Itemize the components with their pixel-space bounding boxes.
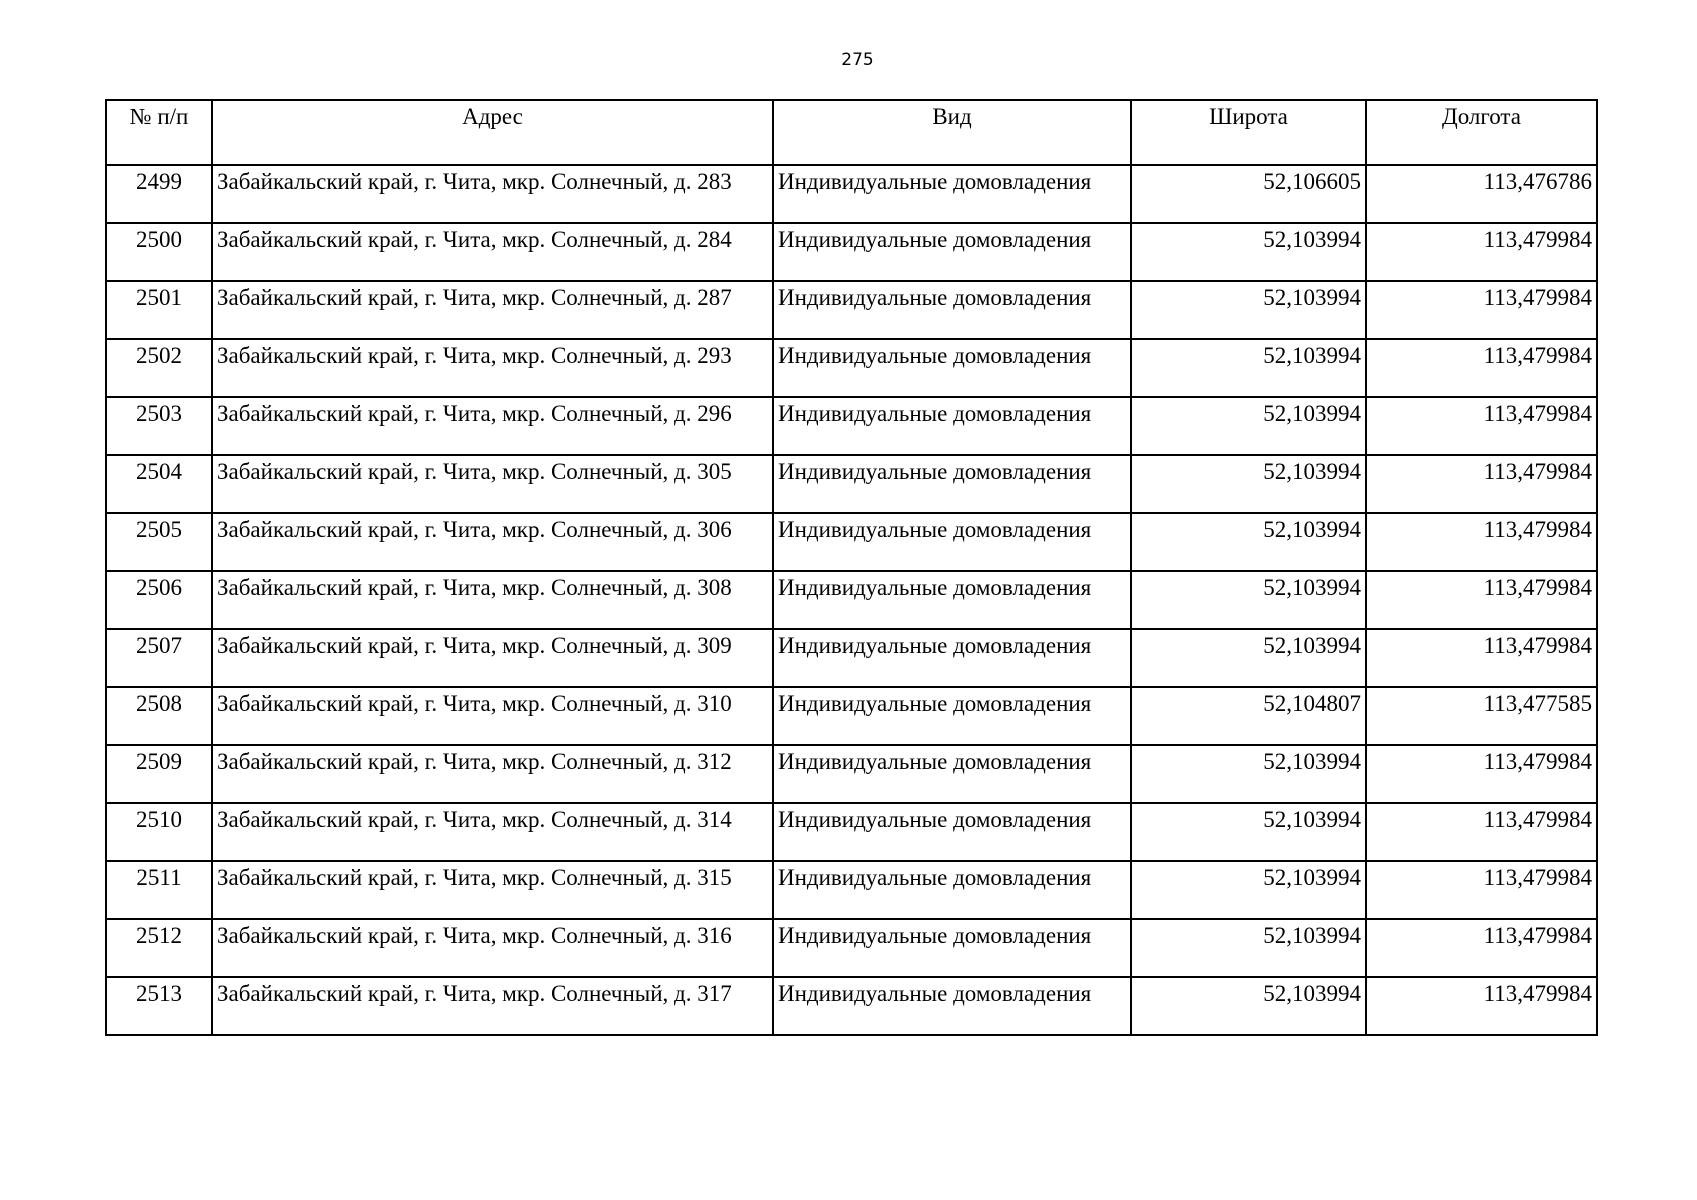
- cell-longitude: 113,476786: [1366, 165, 1597, 223]
- header-longitude: Долгота: [1366, 100, 1597, 165]
- cell-kind: Индивидуальные домовладения: [773, 339, 1131, 397]
- cell-address: Забайкальский край, г. Чита, мкр. Солнечный, д. 316: [212, 919, 773, 977]
- table-row: [106, 803, 1597, 861]
- table-row: [106, 861, 1597, 919]
- cell-address: Забайкальский край, г. Чита, мкр. Солнечный, д. 308: [212, 571, 773, 629]
- cell-address: Забайкальский край, г. Чита, мкр. Солнечный, д. 312: [212, 745, 773, 803]
- cell-kind: Индивидуальные домовладения: [773, 455, 1131, 513]
- cell-num: 2508: [106, 687, 212, 745]
- cell-latitude: 52,104807: [1131, 687, 1366, 745]
- cell-num: 2510: [106, 803, 212, 861]
- table-row: [106, 687, 1597, 745]
- cell-num: 2500: [106, 223, 212, 281]
- table-row: [106, 977, 1597, 1035]
- cell-num: 2502: [106, 339, 212, 397]
- cell-longitude: 113,477585: [1366, 687, 1597, 745]
- header-row: [106, 100, 1597, 165]
- cell-latitude: 52,103994: [1131, 629, 1366, 687]
- cell-kind: Индивидуальные домовладения: [773, 223, 1131, 281]
- cell-kind: Индивидуальные домовладения: [773, 571, 1131, 629]
- cell-longitude: 113,479984: [1366, 513, 1597, 571]
- cell-kind: Индивидуальные домовладения: [773, 397, 1131, 455]
- page-number: 275: [841, 50, 874, 70]
- cell-num: 2512: [106, 919, 212, 977]
- cell-latitude: 52,103994: [1131, 919, 1366, 977]
- table-row: [106, 223, 1597, 281]
- cell-address: Забайкальский край, г. Чита, мкр. Солнечный, д. 306: [212, 513, 773, 571]
- cell-kind: Индивидуальные домовладения: [773, 281, 1131, 339]
- cell-longitude: 113,479984: [1366, 455, 1597, 513]
- cell-kind: Индивидуальные домовладения: [773, 513, 1131, 571]
- cell-address: Забайкальский край, г. Чита, мкр. Солнечный, д. 309: [212, 629, 773, 687]
- cell-latitude: 52,103994: [1131, 513, 1366, 571]
- cell-latitude: 52,103994: [1131, 397, 1366, 455]
- cell-num: 2505: [106, 513, 212, 571]
- cell-latitude: 52,103994: [1131, 861, 1366, 919]
- cell-latitude: 52,103994: [1131, 571, 1366, 629]
- cell-address: Забайкальский край, г. Чита, мкр. Солнечный, д. 284: [212, 223, 773, 281]
- cell-address: Забайкальский край, г. Чита, мкр. Солнечный, д. 317: [212, 977, 773, 1035]
- cell-longitude: 113,479984: [1366, 861, 1597, 919]
- cell-longitude: 113,479984: [1366, 977, 1597, 1035]
- cell-longitude: 113,479984: [1366, 339, 1597, 397]
- cell-longitude: 113,479984: [1366, 745, 1597, 803]
- cell-num: 2513: [106, 977, 212, 1035]
- cell-address: Забайкальский край, г. Чита, мкр. Солнечный, д. 305: [212, 455, 773, 513]
- cell-latitude: 52,103994: [1131, 281, 1366, 339]
- table-row: [106, 397, 1597, 455]
- cell-kind: Индивидуальные домовладения: [773, 687, 1131, 745]
- cell-address: Забайкальский край, г. Чита, мкр. Солнечный, д. 314: [212, 803, 773, 861]
- cell-kind: Индивидуальные домовладения: [773, 861, 1131, 919]
- cell-num: 2504: [106, 455, 212, 513]
- table-row: [106, 745, 1597, 803]
- cell-longitude: 113,479984: [1366, 571, 1597, 629]
- table-row: [106, 571, 1597, 629]
- cell-address: Забайкальский край, г. Чита, мкр. Солнечный, д. 293: [212, 339, 773, 397]
- cell-kind: Индивидуальные домовладения: [773, 629, 1131, 687]
- table-row: [106, 165, 1597, 223]
- header-num: № п/п: [106, 100, 212, 165]
- cell-latitude: 52,103994: [1131, 745, 1366, 803]
- header-latitude: Широта: [1131, 100, 1366, 165]
- table-row: [106, 455, 1597, 513]
- table-row: [106, 629, 1597, 687]
- cell-num: 2506: [106, 571, 212, 629]
- cell-longitude: 113,479984: [1366, 803, 1597, 861]
- cell-num: 2503: [106, 397, 212, 455]
- cell-longitude: 113,479984: [1366, 397, 1597, 455]
- cell-kind: Индивидуальные домовладения: [773, 165, 1131, 223]
- cell-latitude: 52,103994: [1131, 223, 1366, 281]
- cell-longitude: 113,479984: [1366, 281, 1597, 339]
- cell-address: Забайкальский край, г. Чита, мкр. Солнечный, д. 310: [212, 687, 773, 745]
- cell-latitude: 52,103994: [1131, 455, 1366, 513]
- cell-kind: Индивидуальные домовладения: [773, 919, 1131, 977]
- table-row: [106, 339, 1597, 397]
- table-row: [106, 513, 1597, 571]
- cell-num: 2501: [106, 281, 212, 339]
- cell-longitude: 113,479984: [1366, 919, 1597, 977]
- cell-address: Забайкальский край, г. Чита, мкр. Солнечный, д. 296: [212, 397, 773, 455]
- cell-num: 2507: [106, 629, 212, 687]
- cell-latitude: 52,103994: [1131, 803, 1366, 861]
- header-address: Адрес: [212, 100, 773, 165]
- cell-address: Забайкальский край, г. Чита, мкр. Солнечный, д. 283: [212, 165, 773, 223]
- table-row: [106, 281, 1597, 339]
- header-kind: Вид: [773, 100, 1131, 165]
- cell-num: 2509: [106, 745, 212, 803]
- cell-longitude: 113,479984: [1366, 223, 1597, 281]
- cell-longitude: 113,479984: [1366, 629, 1597, 687]
- table-header: [106, 100, 1597, 165]
- cell-kind: Индивидуальные домовладения: [773, 977, 1131, 1035]
- cell-address: Забайкальский край, г. Чита, мкр. Солнечный, д. 287: [212, 281, 773, 339]
- cell-latitude: 52,106605: [1131, 165, 1366, 223]
- cell-num: 2499: [106, 165, 212, 223]
- table-row: [106, 919, 1597, 977]
- cell-address: Забайкальский край, г. Чита, мкр. Солнечный, д. 315: [212, 861, 773, 919]
- table-body: [106, 165, 1597, 1035]
- cell-kind: Индивидуальные домовладения: [773, 803, 1131, 861]
- cell-latitude: 52,103994: [1131, 977, 1366, 1035]
- address-table: [105, 99, 1598, 1036]
- cell-latitude: 52,103994: [1131, 339, 1366, 397]
- cell-kind: Индивидуальные домовладения: [773, 745, 1131, 803]
- cell-num: 2511: [106, 861, 212, 919]
